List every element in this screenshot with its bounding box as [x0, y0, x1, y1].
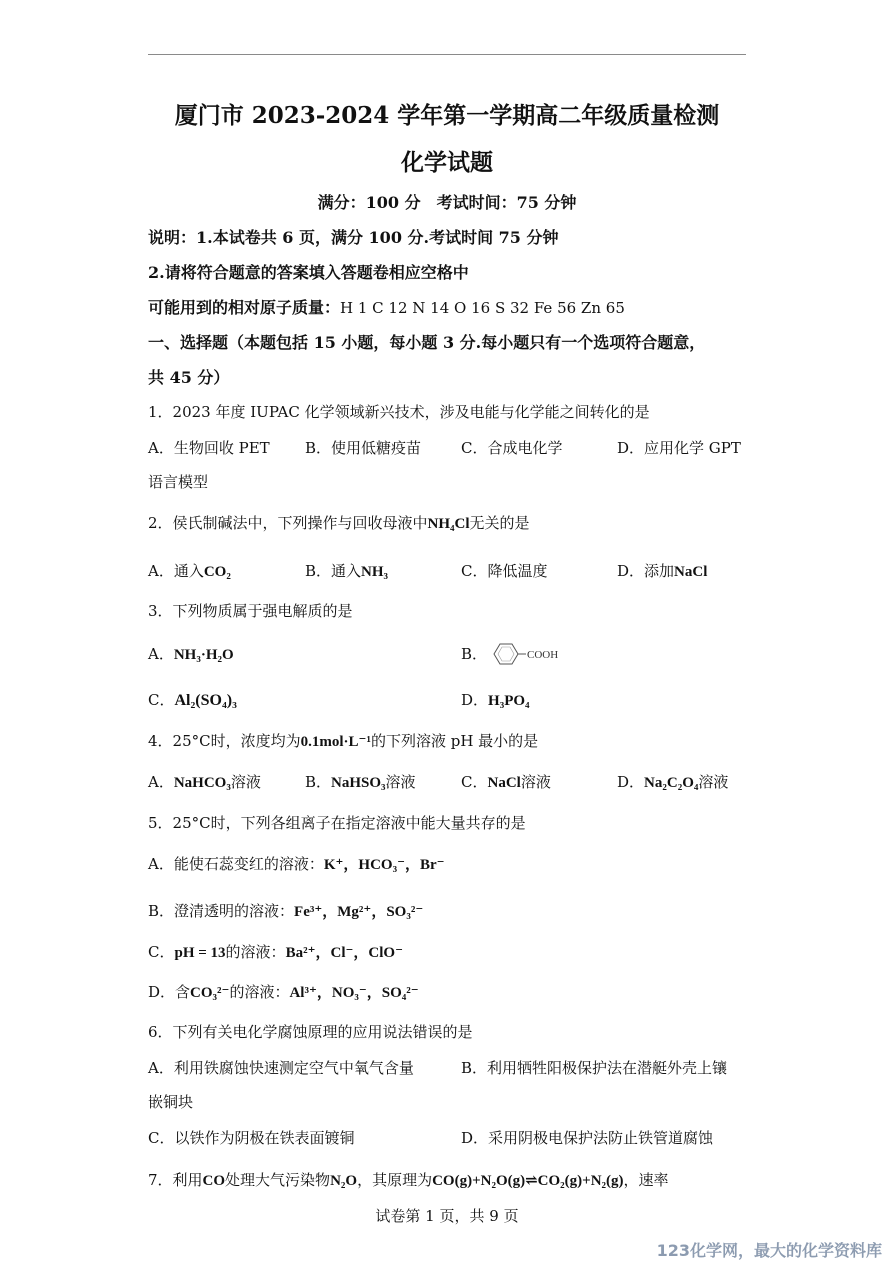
q3-option-c-formula: Al₂(SO₄)₃: [174, 692, 237, 709]
q4-option-c-formula: NaCl: [487, 775, 521, 791]
q2-option-a-formula: CO₂: [203, 564, 231, 580]
page-footer: 试卷第 1 页，共 9 页: [375, 1207, 519, 1225]
q7-co-formula: CO: [202, 1173, 226, 1189]
q5-stem: 5．25°C时，下列各组离子在指定溶液中能大量共存的是: [148, 814, 526, 832]
q3-stem: 3．下列物质属于强电解质的是: [148, 602, 353, 620]
q1-option-a: A．生物回收 PET: [148, 439, 270, 457]
q5-option-b: [148, 901, 423, 922]
note-line-2: 2.请将符合题意的答案填入答题卷相应空格中: [148, 263, 469, 282]
q4-option-a-label: A．: [148, 773, 174, 791]
q4-option-b-formula: NaHSO₃: [331, 775, 386, 791]
q2-option-a-label: A．通入: [148, 562, 204, 580]
q2-stem-post: 无关的是: [469, 514, 530, 532]
q4-option-d: [617, 772, 728, 793]
q1-stem: 1．2023 年度 IUPAC 化学领域新兴技术，涉及电能与化学能之间转化的是: [148, 403, 650, 421]
q3-option-a-label: A．: [148, 645, 174, 663]
benzoic-acid-structure: [488, 641, 568, 671]
q4-stem-post: 的下列溶液 pH 最小的是: [370, 732, 539, 750]
q3-option-d-label: D．: [461, 691, 489, 709]
q5-option-c: [148, 942, 403, 963]
q5-option-a: [148, 854, 445, 875]
q2-option-d: [617, 561, 707, 582]
q7-stem: [148, 1170, 669, 1191]
atomic-masses: [148, 297, 625, 319]
q4-stem-pre: 4．25°C时，浓度均为: [148, 732, 301, 750]
section-heading: 一、选择题（本题包括 15 小题，每小题 3 分.每小题只有一个选项符合题意，: [148, 333, 706, 352]
q4-stem-formula: 0.1mol·L⁻¹: [300, 734, 371, 750]
atomic-masses-label: 可能用到的相对原子质量：: [148, 298, 341, 317]
q6-option-a: A．利用铁腐蚀快速测定空气中氧气含量: [148, 1059, 414, 1077]
q1-option-b: B．使用低糖疫苗: [305, 439, 422, 457]
subject-title: 化学试题: [401, 149, 493, 176]
q4-option-a: [148, 772, 261, 793]
q7-n2o-formula: N₂O: [330, 1173, 358, 1189]
q5-option-c-condition: pH = 13: [174, 945, 226, 961]
q6-option-b-cont: 嵌铜块: [148, 1093, 194, 1111]
q5-option-d: [148, 982, 419, 1003]
q1-option-d-cont: 语言模型: [148, 473, 209, 491]
q4-option-c-label: C．: [461, 773, 488, 791]
q5-option-c-label: C．: [148, 943, 175, 961]
q4-option-d-formula: Na₂C₂O₄: [644, 775, 699, 791]
benzene-ring-icon: [488, 641, 568, 667]
q4-option-b-label: B．: [305, 773, 332, 791]
q4-option-b-suffix: 溶液: [385, 773, 416, 791]
q4-option-b: [305, 772, 416, 793]
q1-option-d: D．应用化学 GPT: [617, 439, 741, 457]
q7-stem-mid2: ，其原理为: [357, 1171, 433, 1189]
q5-option-d-label: D．含: [148, 983, 191, 1001]
q2-option-a: [148, 561, 231, 582]
q2-option-b-label: B．通入: [305, 562, 362, 580]
q3-option-a-formula: NH₃·H₂O: [173, 647, 234, 663]
q2-option-b-formula: NH₃: [361, 564, 389, 580]
q3-option-b-label: B．: [461, 645, 488, 663]
q5-option-b-label: B．澄清透明的溶液：: [148, 902, 295, 920]
exam-title: 厦门市 2023-2024 学年第一学期高二年级质量检测: [174, 102, 720, 129]
q4-option-c: [461, 772, 551, 793]
q3-option-d-formula: H₃PO₄: [488, 693, 530, 709]
q3-option-a: [148, 644, 234, 665]
q5-option-b-ions: Fe³⁺，Mg²⁺，SO₃²⁻: [294, 904, 424, 920]
q5-option-a-label: A．能使石蕊变红的溶液：: [148, 855, 324, 873]
carboxyl-group-label: COOH: [527, 649, 559, 661]
header-rule: [148, 54, 746, 55]
q5-option-c-mid: 的溶液：: [225, 943, 286, 961]
q2-stem-formula: NH₄Cl: [427, 516, 470, 532]
q7-equation: CO(g)+N₂O(g)⇌CO₂(g)+N₂(g): [432, 1173, 624, 1189]
q3-option-d: [461, 690, 530, 711]
q4-option-a-formula: NaHCO₃: [173, 775, 231, 791]
q2-stem-pre: 2．侯氏制碱法中，下列操作与回收母液中: [148, 514, 428, 532]
q6-option-d: D．采用阴极电保护法防止铁管道腐蚀: [461, 1129, 714, 1147]
q7-stem-pre: 7．利用: [148, 1171, 203, 1189]
q2-option-d-formula: NaCl: [674, 564, 708, 580]
q5-option-d-condition: CO₃²⁻: [190, 985, 230, 1001]
q4-stem: [148, 731, 538, 752]
q2-option-d-label: D．添加: [617, 562, 675, 580]
q4-option-a-suffix: 溶液: [230, 773, 261, 791]
score-time: 满分：100 分 考试时间：75 分钟: [317, 193, 577, 212]
q4-option-d-label: D．: [617, 773, 645, 791]
q6-stem: 6．下列有关电化学腐蚀原理的应用说法错误的是: [148, 1023, 473, 1041]
section-heading-cont: 共 45 分）: [148, 368, 230, 387]
q3-option-c-label: C．: [148, 691, 175, 709]
q7-stem-post: ，速率: [623, 1171, 669, 1189]
q4-option-c-suffix: 溶液: [520, 773, 551, 791]
atomic-masses-values: H 1 C 12 N 14 O 16 S 32 Fe 56 Zn 65: [340, 299, 625, 317]
q3-option-c: [148, 690, 237, 711]
watermark: 123化学网，最大的化学资料库: [656, 1241, 882, 1260]
q1-option-c: C．合成电化学: [461, 439, 563, 457]
q4-option-d-suffix: 溶液: [698, 773, 729, 791]
q5-option-d-ions: Al³⁺，NO₃⁻，SO₄²⁻: [289, 985, 419, 1001]
q5-option-a-ions: K⁺，HCO₃⁻，Br⁻: [323, 857, 445, 873]
q2-option-c: C．降低温度: [461, 562, 548, 580]
note-line-1: 说明：1.本试卷共 6 页，满分 100 分.考试时间 75 分钟: [148, 228, 559, 247]
q6-option-c: C．以铁作为阴极在铁表面镀铜: [148, 1129, 355, 1147]
q6-option-b: B．利用牺牲阳极保护法在潜艇外壳上镶: [461, 1059, 728, 1077]
q5-option-d-mid: 的溶液：: [229, 983, 290, 1001]
q2-stem: [148, 513, 530, 534]
q7-stem-mid1: 处理大气污染物: [225, 1171, 331, 1189]
q2-option-b: [305, 561, 388, 582]
q5-option-c-ions: Ba²⁺，Cl⁻，ClO⁻: [285, 945, 403, 961]
